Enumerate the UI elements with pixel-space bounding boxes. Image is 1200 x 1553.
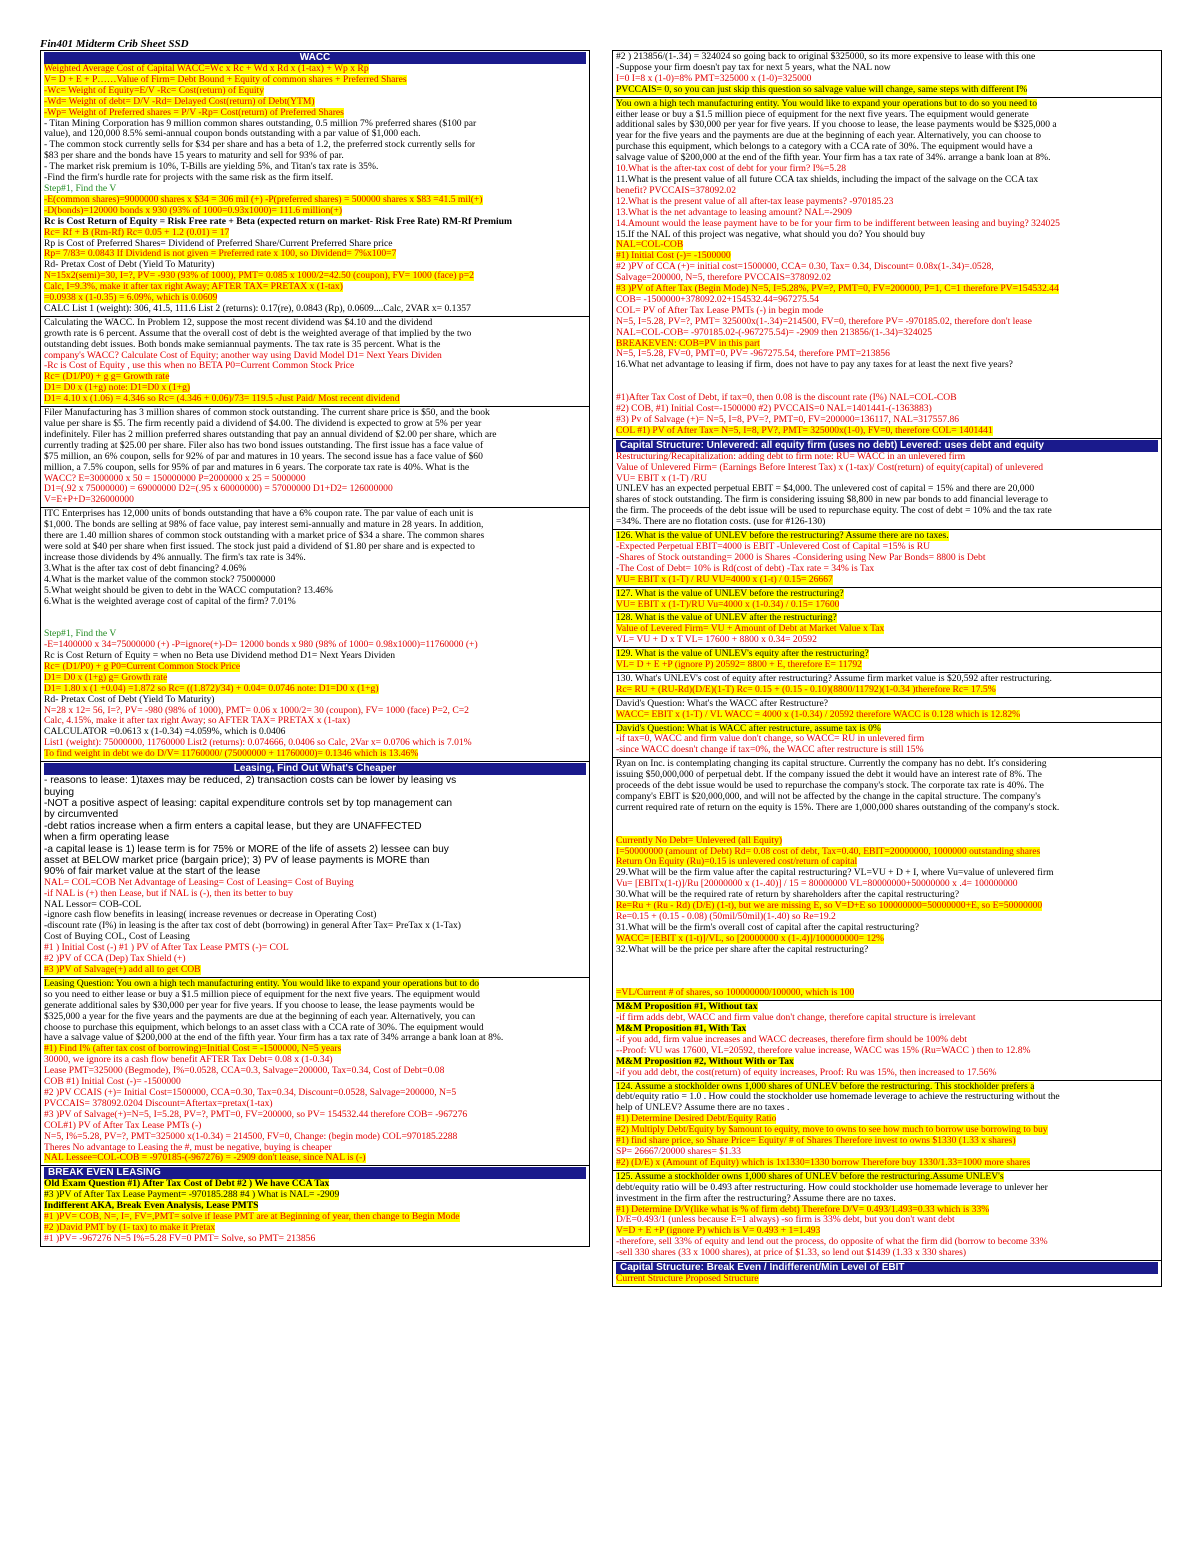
text-line: -NOT a positive aspect of leasing: capital expenditure controls set by top management can <box>44 797 453 809</box>
right-section <box>612 1000 1162 1080</box>
text-line: -discount rate (I%) in leasing is the after tax cost of debt (borrowing) in general After Tax= PreTax x (1-Tax) <box>44 921 461 932</box>
text-line: #1 )PV= COB, N=, I=, FV=,PMT= solve if lease PMT are at Beginning of year, then change to Begin Mode <box>44 1212 460 1223</box>
text-line <box>616 956 1158 967</box>
text-line: 10.What is the after-tax cost of debt for your firm? I%=5.28 <box>616 164 847 175</box>
text-line: 30.What will be the required rate of return by shareholders after the capital restructuring? <box>616 890 960 901</box>
text-line: #2) (D/E) x (Amount of Equity) which is 1x1330=1330 borrow Therefore buy 1330/1.33=1000 more shares <box>616 1157 1031 1168</box>
text-line: Rc= (D1/P0) + g g= Growth rate <box>44 372 170 383</box>
text-line: currently trading at $25.00 per share. Filer also has two bond issues outstanding. The first issue has a face value of <box>44 440 484 451</box>
text-line: M&M Proposition #1, Without tax <box>616 1002 758 1013</box>
right-section <box>612 611 1162 648</box>
text-line: value per share is $5. The firm recently paid a dividend of $4.00. The dividend is expected to grow at 5% per year <box>44 419 482 429</box>
section-header: Leasing, Find Out What's Cheaper <box>44 763 586 775</box>
text-line: Salvage=200000, N=5, therefore PVCCAIS=378092.02 <box>616 273 832 284</box>
text-line: have a salvage value of $200,000 at the end of the fifth year. Your firm has a tax rate of 34% arrange a bank loan at 8%. <box>44 1033 504 1044</box>
text-line: 30000, we ignore its a cash flow benefit AFTER Tax Debt= 0.08 x (1-0.34) <box>44 1055 333 1066</box>
text-line: #1)After Tax Cost of Debt, if tax=0, then 0.08 is the discount rate (I%) NAL=COL-COB <box>616 393 957 404</box>
right-section <box>612 1080 1162 1171</box>
section-header: Capital Structure: Break Even / Indifferent/Min Level of EBIT <box>616 1262 1158 1274</box>
text-line: 16.What net advantage to leasing if firm, does not have to pay any taxes for at least the next five years? <box>616 360 1013 371</box>
text-line: Calc, 4.15%, make it after tax right Away; so AFTER TAX= PRETAX x (1-tax) <box>44 716 351 727</box>
left-section <box>40 50 590 317</box>
text-line: PVCCAIS= 378092.0204 Discount=Aftertax=pretax(1-tax) <box>44 1098 273 1109</box>
text-line: -Find the firm's hurdle rate for projects with the same risk as the firm itself. <box>44 173 334 184</box>
text-line: SP= 26667/20000 shares= $1.33 <box>616 1147 741 1157</box>
text-line: N=5, I=5.28, PV=?, PMT= 325000x(1-.34)=214500, FV=0, therefore PV= -970185.02, therefore don't lease <box>616 316 1032 327</box>
text-line: -E=1400000 x 34=75000000 (+) -P=ignore(+)-D= 12000 bonds x 980 (98% of 1000= 0.98x1000)=11760000 (+) <box>44 640 478 651</box>
text-line: Old Exam Question #1) After Tax Cost of Debt #2 ) We have CCA Tax <box>44 1179 330 1190</box>
text-line: Cost of Buying COL, Cost of Leasing <box>44 932 190 943</box>
text-line: were sold at $40 per share when first issued. The stock just paid a dividend of $1.80 per share and is expected to <box>44 541 475 552</box>
text-line: when a firm operating lease <box>44 832 170 844</box>
text-line <box>44 607 586 618</box>
text-line: growth rate is 6 percent. Assume that the overall cost of debt is the weighted average of that implied by the two <box>44 328 472 339</box>
text-line: Re=Ru + (Ru - Rd) (D/E) (1-t), but we are missing E, so V=D+E so 100000000=50000000+E, so E=50000000 <box>616 901 1043 912</box>
text-line: -Suppose your firm doesn't pay tax for next 5 years, what the NAL now <box>616 62 891 73</box>
text-line: Re=0.15 + (0.15 - 0.08) (50mil/50mil)(1-.40) so Re=19.2 <box>616 911 836 922</box>
text-line: Calculating the WACC. In Problem 12, suppose the most recent dividend was $4.10 and the dividend <box>44 317 433 328</box>
right-section <box>612 1260 1162 1287</box>
text-line: 4.What is the market value of the common stock? 75000000 <box>44 574 276 585</box>
text-line: either lease or buy a $1.5 million piece of equipment for the next five years. The equipment would generate <box>616 109 1029 120</box>
text-line: #1 )PV= -967276 N=5 I%=5.28 FV=0 PMT= Solve, so PMT= 213856 <box>44 1233 316 1244</box>
text-line: Calc, I=9.3%, make it after tax right Away; AFTER TAX= PRETAX x (1-tax) <box>44 282 343 293</box>
text-line: -a capital lease is 1) lease term is for 75% or MORE of the life of assets 2) lessee can buy <box>44 843 449 855</box>
text-line: -Wd= Weight of debt= D/V -Rd= Delayed Cost(return) of Debt(YTM) <box>44 96 315 107</box>
text-line: shares of stock outstanding. The firm is considering issuing $8,800 in new par bonds to add financial leverage to <box>616 495 1048 506</box>
text-line: =0.0938 x (1-0.35) = 6.09%, which is 0.0609 <box>44 293 218 304</box>
text-line: -if NAL is (+) then Lease, but if NAL is (-), then its better to buy <box>44 888 294 899</box>
left-section <box>40 761 590 978</box>
text-line: Current Structure Proposed Structure <box>616 1274 759 1285</box>
text-line <box>616 977 1158 988</box>
text-line: 6.What is the weighted average cost of capital of the firm? 7.01% <box>44 596 296 607</box>
text-line: COB= -1500000+378092.02+154532.44=967275.54 <box>616 294 819 305</box>
right-section <box>612 1170 1162 1261</box>
text-line: #1 ) Initial Cost (-) #1 ) PV of After Tax Lease PMTS (-)= COL <box>44 943 289 954</box>
text-line: - reasons to lease: 1)taxes may be reduced, 2) transaction costs can be lower by leasing vs <box>44 775 457 787</box>
text-line: issuing $50,000,000 of perpetual debt. If the company issued the debt it would have an interest rate of 8%. The <box>616 770 1042 781</box>
text-line: 126. What is the value of UNLEV before the restructuring? Assume there are no taxes. <box>616 531 949 542</box>
right-section <box>612 587 1162 613</box>
text-line: company's EBIT is $20,000,000, and will not be affected by the change in the capital structure. The company's <box>616 792 1041 802</box>
text-line: =34%. There are no flotation costs. (use for #126-130) <box>616 517 826 528</box>
text-line: $1,000. The bonds are selling at 98% of face value, pay interest semi-annually and mature in 28 years. In addition, <box>44 520 484 531</box>
text-line: VL= D + E +P (ignore P) 20592= 8800 + E, therefore E= 11792 <box>616 660 862 671</box>
text-line: WACC= EBIT x (1-T) / VL WACC = 4000 x (1-0.34) / 20592 therefore WACC is 0.128 which is 12.82% <box>616 709 1021 720</box>
text-line: VU= EBIT x (1-T) /RU <box>616 473 708 484</box>
text-line: COL #1) PV of After Tax= N=5, I=8, PV?, PMT= 325000x(1-0), FV=0, therefore COL= 1401441 <box>616 425 993 436</box>
text-line: D1= 1.80 x (1 +0.04) =1.872 so Rc= ((1.872)/34) + 0.04= 0.0746 note: D1=D0 x (1+g) <box>44 683 379 694</box>
text-line: ITC Enterprises has 12,000 units of bonds outstanding that have a 6% coupon rate. The par value of each unit is <box>44 509 474 520</box>
text-line: Rp is Cost of Preferred Shares= Dividend of Preferred Share/Current Preferred Share price <box>44 238 393 249</box>
text-line: Indifferent AKA, Break Even Analysis, Lease PMTS <box>44 1201 259 1212</box>
text-line: proceeds of the debt issue would be used to repurchase the company's stock. The corporate tax rate is 40%. The <box>616 781 1044 792</box>
text-line: #2) Multiply Debt/Equity by $amount to equity, move to owns to see how much to borrow use borrowing to buy <box>616 1125 1048 1136</box>
text-line: #2 )PV of CCA (+)= initial cost=1500000, CCA= 0.30, Tax= 0.34, Discount= 0.08x(1-.34)=.0528, <box>616 262 994 273</box>
text-line: choose to purchase this equipment, which belongs to an asset class with a CCA rate of 30%. The equipment would <box>44 1022 484 1033</box>
text-line: 15.If the NAL of this project was negative, what should you do? You should buy <box>616 229 926 240</box>
text-line: Step#1, Find the V <box>44 183 117 194</box>
section-header: WACC <box>44 52 586 64</box>
right-section <box>612 647 1162 673</box>
text-line: 130. What's UNLEV's cost of equity after restructuring? Assume firm market value is $20,592 after restructuring. <box>616 673 1052 684</box>
text-line: #1) Determine Desired Debt/Equity Ratio <box>616 1114 777 1125</box>
text-line: Leasing Question: You own a high tech manufacturing entity. You would like to expand your operations but to do <box>44 978 480 989</box>
text-line: Value of Unlevered Firm= (Earnings Before Interest Tax) x (1-tax)/ Cost(return) of equity(capital) of unlevered <box>616 462 1044 473</box>
text-line: N=28 x 12= 56, I=?, PV= -980 (98% of 1000), PMT= 0.06 x 1000/2= 30 (coupon), FV= 1000 (face) P=2, C=2 <box>44 705 469 716</box>
left-column <box>40 50 590 1545</box>
text-line: -debt ratios increase when a firm enters a capital lease, but they are UNAFFECTED <box>44 820 422 832</box>
text-line: 11.What is the present value of all future CCA tax shields, including the impact of the salvage on the CCA tax <box>616 174 1039 185</box>
text-line: V=E+P+D=326000000 <box>44 495 134 506</box>
text-line: D1=(.92 x 75000000) = 69000000 D2=(.95 x 60000000) = 57000000 D1+D2= 126000000 <box>44 484 393 495</box>
text-line: Currently No Debt= Unlevered (all Equity) <box>616 835 783 846</box>
section-header: Capital Structure: Unlevered: all equity firm (uses no debt) Levered: uses debt and equity <box>616 440 1158 452</box>
text-line: COB #1) Initial Cost (-)= -1500000 <box>44 1077 181 1088</box>
text-line: 31.What will be the firm's overall cost of capital after the capital restructuring? <box>616 922 920 933</box>
text-line: NAL=COL-COB= -970185.02-(-967275.54)= -2909 then 213856/(1-.34)=324025 <box>616 327 933 338</box>
text-line: year for the five years and the payments are due at the beginning of each year. Alternatively, you can choose to <box>616 131 1042 142</box>
text-line: #3 )PV of Salvage(+)=N=5, I=5.28, PV=?, PMT=0, FV=200000, so PV= 154532.44 therefore COB= -967276 <box>44 1109 468 1120</box>
text-line: -ignore cash flow benefits in leasing( increase revenues or decrease in Operating Cost) <box>44 910 377 921</box>
text-line: -sell 330 shares (33 x 1000 shares), at price of $1.33, so lend out $1439 (1.33 x 330 shares) <box>616 1248 967 1259</box>
text-line: additional sales by $30,000 per year for five years. If you choose to lease, the lease payments would be $325,000 a <box>616 120 1057 131</box>
right-column <box>612 50 1162 1545</box>
text-line: -if you add debt, the cost(return) of equity increases, Proof: Ru was 15%, then increased to 17.56% <box>616 1067 997 1078</box>
text-line: - The common stock currently sells for $34 per share and has a beta of 1.2, the preferred stock currently sells for <box>44 140 476 151</box>
page-title: Fin401 Midterm Crib Sheet SSD <box>40 38 189 50</box>
text-line: NAL Lessor= COB-COL <box>44 899 142 910</box>
text-line: VU= EBIT x (1-T)/RU Vu=4000 x (1-0.34) / 0.15= 17600 <box>616 599 840 610</box>
text-line: Rd- Pretax Cost of Debt (Yield To Maturity) <box>44 694 215 705</box>
text-line: -Rc is Cost of Equity , use this when no BETA P0=Current Common Stock Price <box>44 361 355 372</box>
right-section <box>612 722 1162 759</box>
text-line: asset at BELOW market price (bargain price); 3) PV of lease payments is MORE than <box>44 854 430 866</box>
text-line <box>616 371 1158 382</box>
text-line: David's Question: What is WACC after restructure, assume tax is 0% <box>616 723 881 734</box>
text-line: WACC= [EBIT x (1-t)]/VL, so [20000000 x (1-.4)]/100000000= 12% <box>616 933 885 944</box>
text-line: debt/equity ratio will be 0.493 after restructuring. How could stockholder use homemade leverage to unlever her <box>616 1182 1048 1193</box>
text-line: D1= D0 x (1+g) g= Growth rate <box>44 672 168 683</box>
text-line: Rd- Pretax Cost of Debt (Yield To Maturity) <box>44 260 215 271</box>
text-line: M&M Proposition #2, Without With or Tax <box>616 1056 794 1067</box>
text-line: NAL Lessee=COL-COB = -970185-(-967276) = -2909 don't lease, since NAL is (-) <box>44 1153 366 1164</box>
text-line: there are 1.40 million shares of common stock outstanding with a market price of $34 a share. The common shares <box>44 531 485 542</box>
text-line: Rc= RU + (RU-Rd)(D/E)(1-T) Rc= 0.15 + (0.15 - 0.10)(8800/11792)(1-0.34 )therefore Rc= 17.5% <box>616 684 996 695</box>
text-line: WACC? E=3000000 x 50 = 150000000 P=2000000 x 25 = 5000000 <box>44 473 306 484</box>
text-line: #1) find share price, so Share Price= Equity/ # of Shares Therefore invest to owns $1330 (1.33 x shares) <box>616 1136 1016 1147</box>
text-line: Rc= (D1/P0) + g P0=Current Common Stock Price <box>44 661 241 672</box>
text-line: the firm. The proceeds of the debt issue will be used to repurchase equity. The cost of debt = 10% and the tax rate <box>616 506 1052 517</box>
text-line: million, a 7.5% coupon, sells for 95% of par and matures in 6 years. The corporate tax rate is 40%. What is the <box>44 462 470 473</box>
left-section <box>40 507 590 762</box>
text-line: -The Cost of Debt= 10% is Rd(cost of debt) -Tax rate = 34% is Tax <box>616 563 875 574</box>
right-section <box>612 97 1162 439</box>
text-line: N=15x2(semi)=30, I=?, PV= -930 (93% of 1000), PMT= 0.085 x 1000/2=42.50 (coupon), FV= 1000 (face) p=2 <box>44 271 474 282</box>
text-line: BREAKEVEN: COB=PV in this part <box>616 338 760 349</box>
text-line: -therefore, sell 33% of equity and lend out the process, do opposite of what the firm did (borrow to become 33% <box>616 1237 1048 1248</box>
text-line: 129. What is the value of UNLEV's equity after the restructuring? <box>616 649 869 660</box>
text-line: #3 )PV of Salvage(+) add all to get COB <box>44 965 201 975</box>
section-header: BREAK EVEN LEASING <box>44 1167 586 1179</box>
text-line: David's Question: What's the WACC after Restructure? <box>616 698 828 709</box>
text-line: 90% of fair market value at the start of the lease <box>44 866 261 878</box>
text-line: V=D + E +P (ignore P) which is V= 0.493 + 1=1.493 <box>616 1226 821 1237</box>
text-line: To find weight in debt we do D/V= 11760000/ (75000000 + 11760000)= 0.1346 which is 13.46% <box>44 749 419 760</box>
text-line: =VL/Current # of shares, so 100000000/100000, which is 100 <box>616 988 855 999</box>
text-line: -if you add, firm value increases and WACC decreases, therefore firm should be 100% debt <box>616 1034 967 1045</box>
text-line: so you need to either lease or buy a $1.5 million piece of equipment for the next five years. The equipment would <box>44 989 480 1000</box>
text-line: COL#1) PV of After Tax Lease PMTs (-) <box>44 1120 202 1131</box>
text-line: -Expected Perpetual EBIT=4000 is EBIT -Unlevered Cost of Capital =15% is RU <box>616 541 931 552</box>
text-line: Rp= 7/83= 0.0843 If Dividend is not given = Preferred rate x 100, so Dividend= 7%x100=7 <box>44 249 397 260</box>
text-line: D1= 4.10 x (1.06) = 4.346 so Rc= (4.346 + 0.06)/73= 119.5 -Just Paid/ Most recent dividend <box>44 394 400 405</box>
text-line: investment in the firm after the restructuring? Assume there are no taxes. <box>616 1193 896 1204</box>
text-line: NAL=COL-COB <box>616 240 684 251</box>
left-section <box>40 977 590 1166</box>
text-line: PVCCAIS= 0, so you can just skip this question so salvage value will change, same steps with different I% <box>616 84 1028 95</box>
text-line: 14.Amount would the lease payment have to be for your firm to be indifferent between leasing and buying? 324025 <box>616 218 1060 229</box>
text-line: -if firm adds debt, WACC and firm value don't change, therefore capital structure is irrelevant <box>616 1013 976 1024</box>
text-line: value), and 120,000 8.5% semi-annual coupon bonds outstanding with a par value of $1,000 each. <box>44 129 421 140</box>
right-section <box>612 757 1162 1001</box>
text-line: 125. Assume a stockholder owns 1,000 shares of UNLEV before the restructuring.Assume UNLEV's <box>616 1171 1004 1182</box>
text-line: I=0 I=8 x (1-0)=8% PMT=325000 x (1-0)=325000 <box>616 73 812 84</box>
text-line: #2 )David PMT by (1- tax) to make it Pretax <box>44 1222 216 1233</box>
text-line: #2) COB, #1) Initial Cost=-1500000 #2) PVCCAIS=0 NAL=1401441-(-1363883) <box>616 404 932 414</box>
text-line: benefit? PVCCAIS=378092.02 <box>616 185 736 196</box>
text-line: #2 ) 213856/(1-.34) = 324024 so going back to original $325000, so its more expensive to lease with this one <box>616 52 1036 62</box>
text-line: Return On Equity (Ru)=0.15 is unlevered cost/return of capital <box>616 857 858 868</box>
text-line: D/E=0.493/1 (unless because E=1 always) -so firm is 33% debt, but you don't want debt <box>616 1215 955 1226</box>
text-line: 5.What weight should be given to debt in the WACC computation? 13.46% <box>44 585 333 596</box>
text-line: V= D + E + P……Value of Firm= Debt Bound + Equity of common shares + Preferred Shares <box>44 74 407 85</box>
text-line: Filer Manufacturing has 3 million shares of common stock outstanding. The current share price is $50, and the book <box>44 408 490 419</box>
text-line: #1) Initial Cost (-)= -1500000 <box>616 251 731 262</box>
text-line: #1) Find I% (after tax cost of borrowing)=Initial Cost = -1500000, N=5 years <box>44 1044 342 1055</box>
left-section <box>40 406 590 508</box>
text-line: Rc= Rf + B (Rm-Rf) Rc= 0.05 + 1.2 (0.01) = 17 <box>44 227 230 238</box>
text-line: -Shares of Stock outstanding= 2000 is Shares -Considering using New Par Bonds= 8800 is Debt <box>616 552 986 563</box>
text-line: UNLEV has an expected perpetual EBIT = $4,000. The unlevered cost of capital = 15% and there are 20,000 <box>616 484 1035 495</box>
text-line <box>616 382 1158 393</box>
text-line: company's WACC? Calculate Cost of Equity; another way using David Model D1= Next Years Dividen <box>44 350 442 361</box>
text-line <box>44 618 586 629</box>
text-line: $75 million, an 6% coupon, sells for 92% of par and matures in 10 years. The second issue has a face value of $60 <box>44 451 483 462</box>
text-line: $83 per share and the bonds have 15 years to maturity and sell for 93% of par. <box>44 151 344 162</box>
text-line: generate additional sales by $30,000 per year for five years. If you choose to lease, the lease payments would be <box>44 1000 475 1011</box>
text-line: Weighted Average Cost of Capital WACC=Wc x Rc + Wd x Rd x (1-tax) + Wp x Rp <box>44 64 369 74</box>
text-line <box>616 967 1158 978</box>
text-line: #2 )PV of CCA (Dep) Tax Shield (+) <box>44 954 186 965</box>
left-section <box>40 1165 590 1246</box>
text-line: purchase this equipment, which belongs to a category with a CCA rate of 30%. The equipment would have a <box>616 142 1033 153</box>
text-line: $325,000 a year for the five years and the payments are due at the beginning of each year. Alternatively, you can <box>44 1011 476 1022</box>
text-line: M&M Proposition #1, With Tax <box>616 1024 747 1035</box>
text-line: 29.What will be the firm value after the capital restructuring? VL=VU + D + I, where Vu=value of unlevered firm <box>616 868 1054 879</box>
right-section <box>612 438 1162 530</box>
text-line: N=5, I%=5.28, PV=?, PMT=325000 x(1-0.34) = 214500, FV=0, Change: (begin mode) COL=970185.2288 <box>44 1131 458 1142</box>
text-line: indefinitely. Filer has 2 million preferred shares outstanding that pay an annual dividend of $2.00 per share, which are <box>44 429 497 440</box>
text-line: #1) Determine D/V(like what is % of firm debt) Therefore D/V= 0.493/1.493=0.33 which is 33% <box>616 1204 990 1215</box>
text-line <box>616 814 1158 825</box>
text-line <box>616 825 1158 836</box>
text-line: -E(common shares)=9000000 shares x $34 = 306 mil (+) -P(preferred shares) = 500000 shares x $83 =41.5 mil(+) <box>44 194 483 205</box>
text-line: Value of Levered Firm= VU + Amount of Debt at Market Value x Tax <box>616 624 885 635</box>
text-line: Step#1, Find the V <box>44 629 117 640</box>
text-line: Ryan on Inc. is contemplating changing its capital structure. Currently the company has no debt. It's considering <box>616 759 1047 770</box>
text-line: 3.What is the after tax cost of debt financing? 4.06% <box>44 563 247 574</box>
text-line: 128. What is the value of UNLEV after the restructuring? <box>616 613 837 624</box>
text-line: List1 (weight): 75000000, 11760000 List2 (returns): 0.074666, 0.0406 so Calc, 2Var x= 0.0706 which is 7.01% <box>44 738 472 749</box>
text-line: CALCULATOR =0.0613 x (1-0.34) =4.059%, which is 0.0406 <box>44 727 286 738</box>
text-line: N=5, I=5.28, FV=0, PMT=0, PV= -967275.54, therefore PMT=213856 <box>616 349 890 360</box>
text-line: CALC List 1 (weight): 306, 41.5, 111.6 List 2 (returns): 0.17(re), 0.0843 (Rp), 0.0609....Calc, 2VAR x= 0.1357 <box>44 303 471 314</box>
text-line: You own a high tech manufacturing entity. You would like to expand your operations but to do so you need to <box>616 98 1038 109</box>
text-line: 32.What will be the price per share after the capital restructuring? <box>616 944 869 955</box>
text-line: 127. What is the value of UNLEV before the restructuring? <box>616 588 844 599</box>
text-line: increase those dividends by 4% annually. The firm's tax rate is 34%. <box>44 552 306 563</box>
text-line: -D(bonds)=120000 bonds x 930 (93% of 1000=0.93x1000)= 111.6 million(+) <box>44 205 343 216</box>
text-line: 124. Assume a stockholder owns 1,000 shares of UNLEV before the restructuring. This stockholder prefers a <box>616 1081 1035 1092</box>
right-section <box>612 50 1162 98</box>
text-line: #2 )PV CCAIS (+)= Initial Cost=1500000, CCA=0.30, Tax=0.34, Discount=0.0528, Salvage=200000, N=5 <box>44 1087 457 1098</box>
text-line: I=50000000 (amount of Debt) Rd= 0.08 cost of debt, Tax=0.40, EBIT=20000000, 1000000 outstanding shares <box>616 846 1041 857</box>
text-line: outstanding debt issues. Both bonds make semiannual payments. The tax rate is 35 percent. What is the <box>44 339 441 350</box>
text-line: Rc is Cost Return of Equity = when no Beta use Dividend method D1= Next Years Dividen <box>44 651 396 662</box>
text-line: Restructuring/Recapitalization: adding debt to firm note: RU= WACC in an unlevered firm <box>616 451 966 462</box>
right-section <box>612 672 1162 698</box>
text-line: -if tax=0, WACC and firm value don't change, so WACC= RU in unlevered firm <box>616 734 925 745</box>
text-line: -Wc= Weight of Equity=E/V -Rc= Cost(return) of Equity <box>44 85 264 96</box>
text-line: salvage value of $200,000 at the end of the fifth year. Your firm has a tax rate of 34%. arrange a bank loan at 8%. <box>616 153 1051 164</box>
text-line: - The market risk premium is 10%, T-Bills are yielding 5%, and Titan's tax rate is 35%. <box>44 162 379 173</box>
text-line: 13.What is the net advantage to leasing amount? NAL=-2909 <box>616 207 852 218</box>
text-line: current required rate of return on the equity is 15%. There are 1,000,000 shares outstanding of the company's stock. <box>616 802 1060 813</box>
text-line: 12.What is the present value of all after-tax lease payments? -970185.23 <box>616 196 894 207</box>
text-line: Lease PMT=325000 (Begmode), I%=0.0528, CCA=0.3, Salvage=200000, Tax=0.34, Cost of Debt=0.08 <box>44 1066 445 1077</box>
text-line: -Wp= Weight of Preferred shares = P/V -Rp= Cost(return) of Preferred Shares <box>44 107 344 118</box>
text-line: VU= EBIT x (1-T) / RU VU=4000 x (1-t) / 0.15= 26667 <box>616 574 833 585</box>
text-line: -since WACC doesn't change if tax=0%, the WACC after restructure is still 15% <box>616 745 924 756</box>
text-line: help of UNLEV? Assume there are no taxes . <box>616 1103 790 1114</box>
text-line: #3 )PV of After Tax (Begin Mode) N=5, I=5.28%, PV=?, PMT=0, FV=200000, P=1, C=1 therefore PV=154532.44 <box>616 284 1059 295</box>
right-section <box>612 697 1162 723</box>
text-line: Theres No advantage to Leasing the #, must be negative, buying is cheaper <box>44 1142 332 1153</box>
text-line: Rc is Cost Return of Equity = Risk Free rate + Beta (expected return on market- Risk Free Rate) RM-Rf Premium <box>44 216 512 227</box>
text-line: Vu= [EBITx(1-t)]/Ru [20000000 x (1-.40)] / 15 = 80000000 VL=80000000+50000000 x .4= 100000000 <box>616 879 1018 890</box>
left-section <box>40 316 590 407</box>
text-line: by circumvented <box>44 809 119 821</box>
text-line: VL= VU + D x T VL= 17600 + 8800 x 0.34= 20592 <box>616 635 817 646</box>
text-line: NAL= COL=COB Net Advantage of Leasing= Cost of Leasing= Cost of Buying <box>44 877 354 888</box>
text-line: - Titan Mining Corporation has 9 million common shares outstanding, 0.5 million 7% preferred shares ($100 par <box>44 118 477 129</box>
text-line: #3) Pv of Salvage (+)= N=5, I=8, PV=?, PMT=0, FV=200000=136117, NAL=317557.86 <box>616 414 960 425</box>
text-line: COL= PV of After Tax Lease PMTs (-) in begin mode <box>616 305 824 316</box>
text-line: buying <box>44 786 75 798</box>
right-section <box>612 529 1162 588</box>
text-line: --Proof: VU was 17600, VL=20592, therefore value increase, WACC was 15% (Ru=WACC ) then to 12.8% <box>616 1045 1031 1056</box>
text-line: #3 )PV of After Tax Lease Payment= -970185.288 #4 ) What is NAL= -2909 <box>44 1190 340 1201</box>
text-line: D1= D0 x (1+g) note: D1=D0 x (1+g) <box>44 383 191 394</box>
text-line: debt/equity ratio = 1.0 . How could the stockholder use homemade leverage to achieve the restructuring without the <box>616 1092 1060 1103</box>
